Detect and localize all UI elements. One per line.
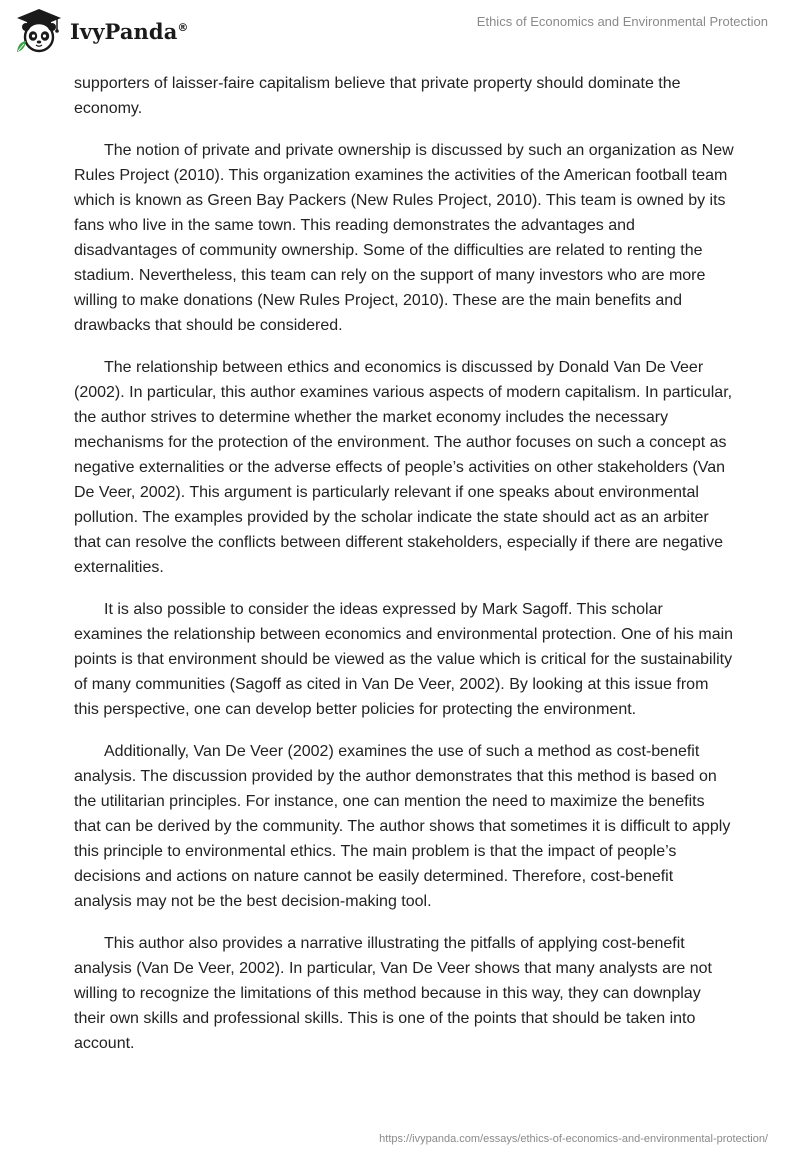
paragraph: Additionally, Van De Veer (2002) examines the use of such a method as cost-benefit analysis. The discussion provided by the author demonstrates that this method is based on the utilitarian principles. For instance, one can mention the need to maximize the benefits that can be derived by the community. The author shows that sometimes it is difficult to apply this principle to environmental ethics. The main problem is that the impact of people’s decisions and actions on nature cannot be easily determined. Therefore, cost-benefit analysis may not be the best decision-making tool. xyxy=(74,743,731,910)
ivypanda-logo[interactable] xyxy=(14,8,189,54)
paragraph: This author also provides a narrative illustrating the pitfalls of applying cost-benefit analysis (Van De Veer, 2002). In particular, Van De Veer shows that many analysts are not willing to recognize the limitations of this method because in this way, they can downplay their own skills and professional skills. This is one of the points that should be taken into account. xyxy=(74,935,712,1052)
essay-body xyxy=(74,71,734,1073)
panda-graduate-icon xyxy=(14,8,64,54)
registered-mark: ® xyxy=(177,20,189,34)
page-header xyxy=(0,0,800,64)
paragraph: It is also possible to consider the ideas expressed by Mark Sagoff. This scholar examines the relationship between economics and environmental protection. One of his main points is that environment should be viewed as the value which is critical for the sustainability of many communities (Sagoff as cited in Van De Veer, 2002). By looking at this issue from this perspective, one can develop better policies for protecting the environment. xyxy=(74,601,734,718)
document-title: Ethics of Economics and Environmental Protection xyxy=(476,14,768,29)
logo-text: IvyPanda® xyxy=(70,18,189,44)
source-url[interactable]: https://ivypanda.com/essays/ethics-of-economics-and-environmental-protection/ xyxy=(379,1133,768,1145)
paragraph: supporters of laisser-faire capitalism believe that private property should dominate the economy. xyxy=(74,75,681,117)
paragraph: The relationship between ethics and economics is discussed by Donald Van De Veer (2002). In particular, this author examines various aspects of modern capitalism. In particular, the author strives to determine whether the market economy includes the necessary mechanisms for the protection of the environment. The author focuses on such a concept as negative externalities or the adverse effects of people’s activities on other stakeholders (Van De Veer, 2002). This argument is particularly relevant if one speaks about environmental pollution. The examples provided by the scholar indicate the state should act as an arbiter that can resolve the conflicts between different stakeholders, especially if there are negative externalities. xyxy=(74,359,733,576)
paragraph: The notion of private and private ownership is discussed by such an organization as New Rules Project (2010). This organization examines the activities of the American football team which is known as Green Bay Packers (New Rules Project, 2010). This team is owned by its fans who live in the same town. This reading demonstrates the advantages and disadvantages of community ownership. Some of the difficulties are related to renting the stadium. Nevertheless, this team can rely on the support of many investors who are more willing to make donations (New Rules Project, 2010). These are the main benefits and drawbacks that should be considered. xyxy=(74,142,734,334)
